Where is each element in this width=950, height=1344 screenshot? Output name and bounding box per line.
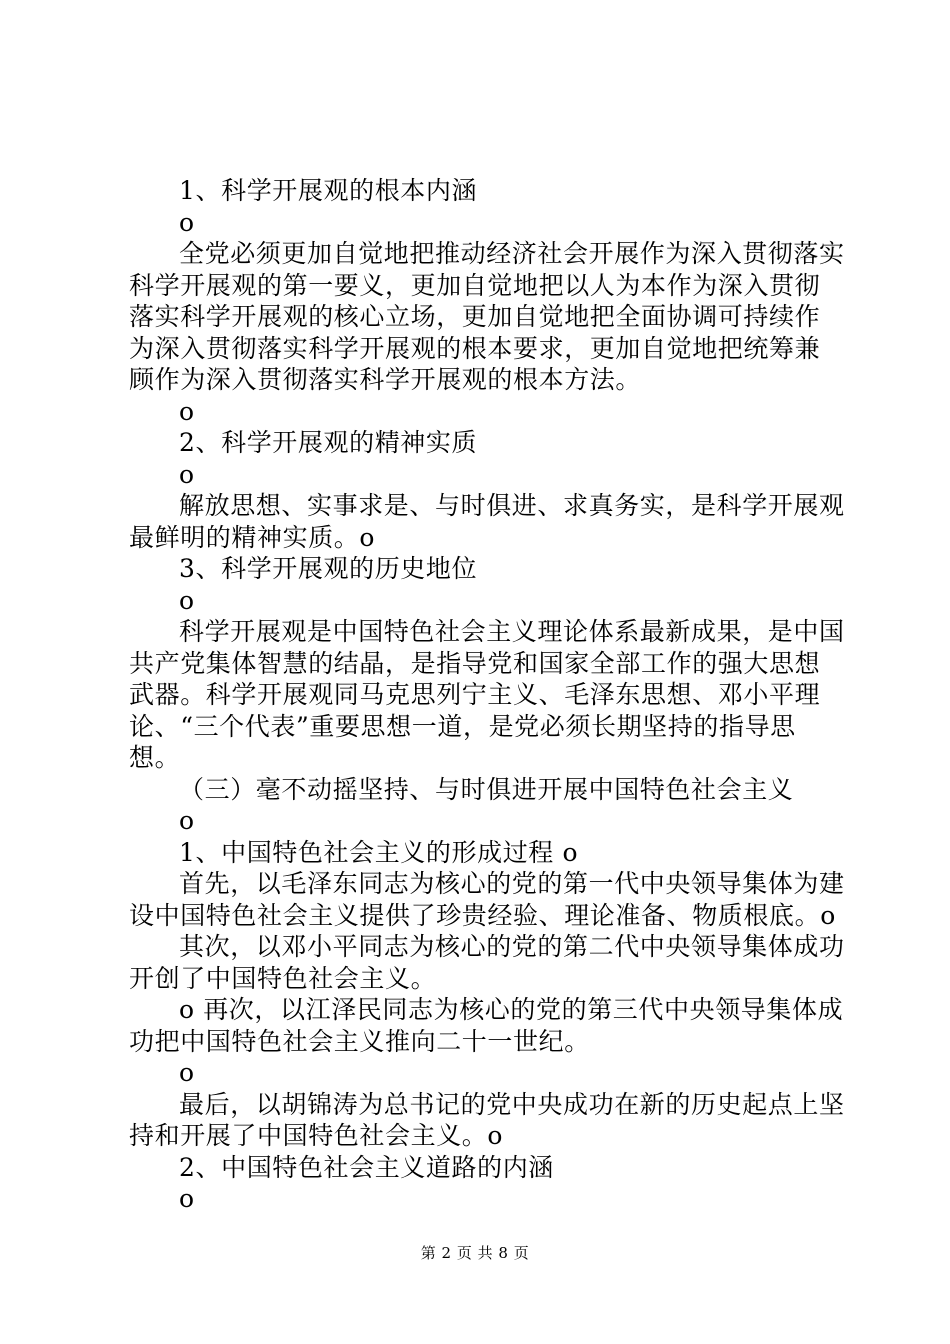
text-line: 最鲜明的精神实质。o — [129, 522, 376, 552]
text-line: 1、中国特色社会主义的形成过程 o — [179, 837, 579, 867]
page-footer: 第 2 页 共 8 页 — [420, 1244, 530, 1262]
text-line: 科学开展观的第一要义，更加自觉地把以人为本作为深入贯彻 — [129, 270, 821, 300]
text-line: 全党必须更加自觉地把推动经济社会开展作为深入贯彻落实 — [179, 239, 845, 268]
text-line: 2、科学开展观的精神实质 — [179, 428, 478, 457]
text-line: o — [179, 585, 195, 615]
text-line: 科学开展观是中国特色社会主义理论体系最新成果，是中国 — [179, 617, 845, 646]
text-line: o — [179, 806, 195, 835]
text-line: o 再次，以江泽民同志为核心的党的第三代中央领导集体成 — [179, 995, 844, 1024]
text-line: 功把中国特色社会主义推向二十一世纪。 — [129, 1026, 590, 1056]
text-line: o — [179, 1184, 195, 1213]
text-line: （三）毫不动摇坚持、与时俱进开展中国特色社会主义 — [179, 774, 794, 804]
text-line: 2、中国特色社会主义道路的内涵 — [179, 1152, 554, 1182]
text-line: 解放思想、实事求是、与时俱进、求真务实，是科学开展观 — [179, 491, 845, 520]
document-body — [129, 175, 845, 1215]
text-line: 想。 — [129, 743, 181, 772]
text-line: 顾作为深入贯彻落实科学开展观的根本方法。 — [129, 365, 642, 394]
text-line: 最后，以胡锦涛为总书记的党中央成功在新的历史起点上坚 — [179, 1089, 845, 1119]
text-line: o — [179, 396, 195, 426]
text-line: 首先，以毛泽东同志为核心的党的第一代中央领导集体为建 — [179, 869, 845, 898]
text-line: 共产党集体智慧的结晶，是指导党和国家全部工作的强大思想 — [129, 648, 821, 678]
text-line: 3、科学开展观的历史地位 — [179, 554, 478, 583]
text-line: 武器。科学开展观同马克思列宁主义、毛泽东思想、邓小平理 — [129, 680, 821, 709]
text-line: 为深入贯彻落实科学开展观的根本要求，更加自觉地把统筹兼 — [129, 333, 821, 363]
text-line: 1、科学开展观的根本内涵 — [179, 176, 478, 205]
text-line: 设中国特色社会主义提供了珍贵经验、理论准备、物质根底。o — [129, 900, 836, 930]
text-line: o — [179, 1058, 195, 1087]
text-line: 开创了中国特色社会主义。 — [129, 963, 437, 993]
text-line: 持和开展了中国特色社会主义。o — [129, 1121, 504, 1150]
text-line: 落实科学开展观的核心立场，更加自觉地把全面协调可持续作 — [129, 302, 821, 331]
text-line: 论、“三个代表”重要思想一道，是党必须长期坚持的指导思 — [129, 711, 796, 741]
text-line: 其次，以邓小平同志为核心的党的第二代中央领导集体成功 — [179, 932, 845, 961]
text-line: o — [179, 459, 195, 489]
text-line: o — [179, 207, 195, 237]
